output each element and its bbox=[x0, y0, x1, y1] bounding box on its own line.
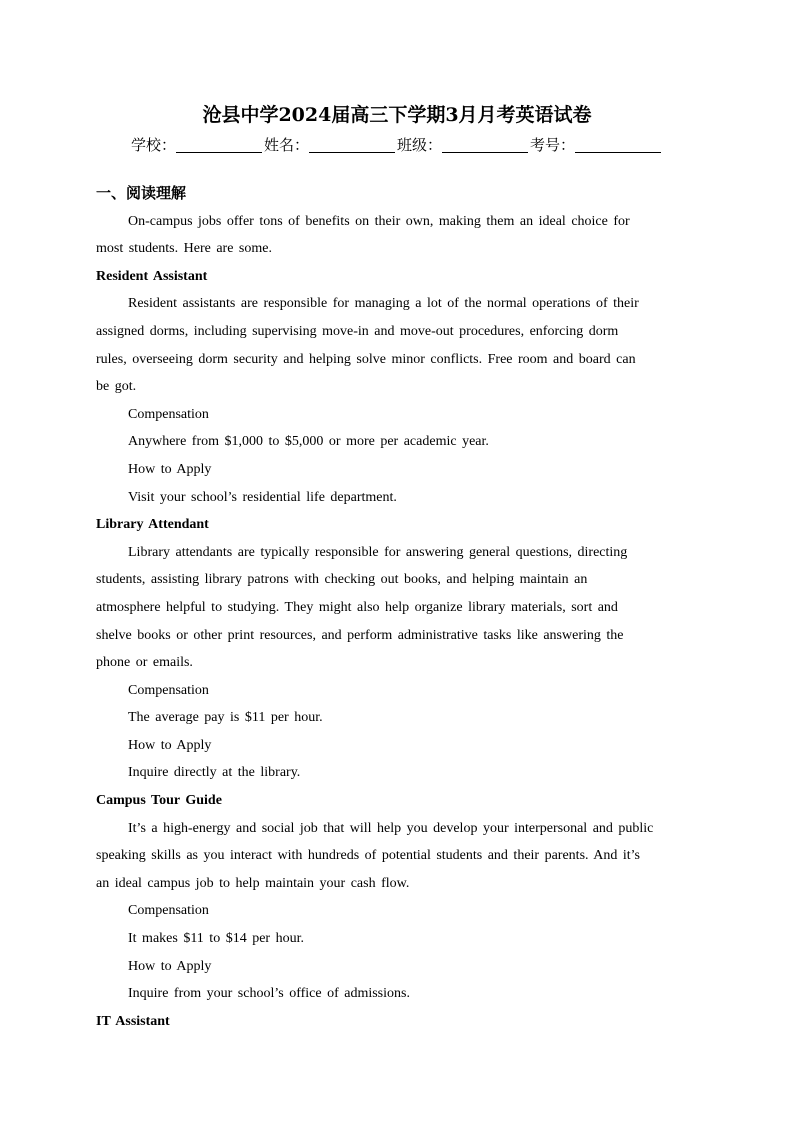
passage-line: most students. Here are some. bbox=[96, 241, 272, 257]
school-blank[interactable] bbox=[176, 136, 262, 153]
passage-line: speaking skills as you interact with hundreds of potential students and their parents. And it’s bbox=[96, 848, 640, 864]
reading-passage bbox=[96, 180, 696, 1035]
passage-line: On-campus jobs offer tons of benefits on their own, making them an ideal choice for bbox=[128, 213, 630, 229]
job-heading: IT Assistant bbox=[96, 1013, 170, 1029]
class-label: 班级： bbox=[397, 136, 443, 154]
passage-line: Inquire directly at the library. bbox=[128, 765, 301, 781]
job-heading: Resident Assistant bbox=[96, 268, 208, 284]
passage-line: How to Apply bbox=[128, 958, 212, 974]
passage-line: How to Apply bbox=[128, 737, 212, 753]
passage-line: Compensation bbox=[128, 406, 209, 422]
passage-line: Visit your school’s residential life department. bbox=[128, 489, 397, 505]
number-blank[interactable] bbox=[575, 136, 661, 153]
job-heading: Campus Tour Guide bbox=[96, 793, 222, 809]
passage-line: Compensation bbox=[128, 682, 209, 698]
name-label: 姓名： bbox=[263, 136, 309, 154]
passage-line: Resident assistants are responsible for managing a lot of the normal operations of their bbox=[128, 296, 639, 312]
passage-line: Anywhere from $1,000 to $5,000 or more per academic year. bbox=[128, 434, 489, 450]
passage-line: How to Apply bbox=[128, 461, 212, 477]
passage-line: shelve books or other print resources, and perform administrative tasks like answering the bbox=[96, 627, 624, 643]
class-blank[interactable] bbox=[442, 136, 528, 153]
student-info-row bbox=[0, 134, 794, 155]
passage-line: phone or emails. bbox=[96, 655, 193, 671]
passage-line: assigned dorms, including supervising move-in and move-out procedures, enforcing dorm bbox=[96, 323, 619, 339]
passage-line: Compensation bbox=[128, 903, 209, 919]
passage-line: be got. bbox=[96, 379, 137, 395]
school-label: 学校： bbox=[130, 136, 176, 154]
passage-line: an ideal campus job to help maintain your cash flow. bbox=[96, 875, 410, 891]
passage-line: Library attendants are typically responsible for answering general questions, directing bbox=[128, 544, 628, 560]
passage-lines bbox=[96, 208, 696, 1036]
passage-line: students, assisting library patrons with checking out books, and helping maintain an bbox=[96, 572, 588, 588]
passage-line: It makes $11 to $14 per hour. bbox=[128, 931, 304, 947]
number-label: 考号： bbox=[530, 136, 576, 154]
exam-title: 沧县中学2024届高三下学期3月月考英语试卷 bbox=[202, 104, 592, 126]
section-heading: 一、阅读理解 bbox=[96, 184, 187, 202]
passage-line: It’s a high-energy and social job that will help you develop your interpersonal and public bbox=[128, 820, 654, 836]
passage-line: Inquire from your school’s office of admissions. bbox=[128, 986, 410, 1002]
passage-line: atmosphere helpful to studying. They might also help organize library materials, sort and bbox=[96, 599, 618, 615]
job-heading: Library Attendant bbox=[96, 517, 209, 533]
passage-line: The average pay is $11 per hour. bbox=[128, 710, 323, 726]
name-blank[interactable] bbox=[309, 136, 395, 153]
passage-line: rules, overseeing dorm security and helping solve minor conflicts. Free room and board can bbox=[96, 351, 636, 367]
